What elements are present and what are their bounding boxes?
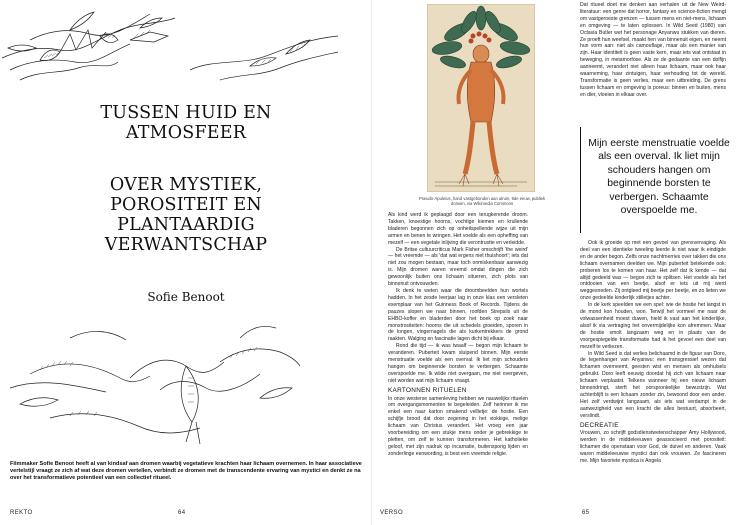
subtitle-line: OVER MYSTIEK, <box>109 175 263 195</box>
paragraph: Ik denk te weten waar die droombeelden hun wortels hadden. In het zesde leerjaar lag in onze klas een versleten exemplaar van het Guinness Book of Records. Tijdens de pauzes slopen we naar binnen, roofden Strepsils uit de EHBO-koffer en bladerden door het boek op zoek naar monstrositeiten: hoorns die uit schedels groeiden, sporen in de longen, vingernagels die als kurkentrekkers de grond raakten. Walging en fascinatie lagen dicht bij elkaar. <box>388 287 528 343</box>
paragraph: Vrouwen, zo schrijft godsdienstwetenschapper Amy Hollywood, werden in de middeleeuwen geassocieerd met porositeit: lichamen die openstaan voor God, de duivel en anderen. Vaak waren middeleeuwse mystici dan ook vrouwen. Ze fascineren me. Mijn favoriete mystica is Angela <box>580 430 726 465</box>
folio-label: VERSO <box>380 510 404 516</box>
paragraph: Ook ik groeide op met een gevoel van grensvervaging. Als deel van een identieke tweeling leerde ik niet waar ik eindigde en de ander begon. Zelfs onze nachtmerries over takken die ons lichaam overnamen deelden we. Mijn puberteit betekende ook: proberen los te komen van haar. Het zelf dat ik kende — dat altijd gedeeld was — begon zich te splitsen. Het voelde als het ontdooien van een beetje, alsof er iets uit mij werd weggesneden. Zij ontgleed mij beetje per beetje, en zo lieten we onze gedeelde kinderlijk stilletjes achter. <box>580 240 726 302</box>
subtitle-line: VERWANTSCHAP <box>104 235 268 255</box>
folio-label: REKTO <box>10 510 33 516</box>
paragraph: De Britse cultuurcriticus Mark Fisher omschrijft 'the weird' — het vreemde — als 'dat wat ergens niet thuishoort'; iets dat niet zou mogen bestaan, maar toch onmiskenbaar aanwezig is. Mijn dromen waren vreemd omdat dingen die zich gewoonlijk buiten ons lichaam situeren, zich plots van binnenuit ontvouwden. <box>388 246 528 288</box>
text-column-left <box>388 212 528 458</box>
section-heading: KARTONNEN RITUELEN <box>388 386 467 394</box>
subtitle-line: POROSITEIT EN <box>110 195 262 215</box>
title-line: TUSSEN HUID EN <box>100 103 272 123</box>
paragraph: Dat rituеel doet me denken aan verhalen uit de New Weird-literatuur: een genre dat horror, fantasy en science-fiction mengt om vastgeroeste grenzen — tussen mens en niet-mens, lichaam en omgeving — te laten oplossen. In Wild Seed (1980) van Octavia Butler wet het personage Anyanwu stukken van dieren. Ze proeft hun weefsel, maakt hen van binnenuit eigen, en neemt hun vorm aan: niet als camouflage, maar als een manier van zijn. Haar identiteit is geen vaste kern, maar iets wat ontstaat in beweging, in metamorfose. Als ze de gedaante van een dolfijn aanneemt, verandert niet alleen haar lichaam, maar ook haar waarneming, haar zintuigen, haar verhouding tot de wereld. Transformatie is geen verlies, maar een uitbreiding. De grens tussen lichaam en omgeving is poreus: binnen en buiten, mens en dier, vloeien in elkaar over. <box>580 2 726 98</box>
paragraph: In de kerk speelden we een spel: wie de hostie het langst in de mond kon houden, won. Terwijl het vormeel me naar de volwassenheid moest duwen, hield ik vast aan het kinderlijke, alsof ik via vertraging het onvermijdelijke kon afremmen. Maar de hostie smolt langzaam weg en in plaats van de voorgespiegelde transformatie had ik het gevoel een deel van mezelf te verliezen. <box>580 302 726 350</box>
section-heading: DECREATIE <box>580 421 619 429</box>
flying-birds-illustration <box>0 0 180 100</box>
paragraph: In Wild Seed is dat verlies belichaamd in de figuur van Doro, de tegenhanger van Anyanwu: een transgressief wezen dat lichamen overneemt, geesten wist en mensen als omhulsels gebruikt. Doro leeft eeuwig doordat hij zich van lichaam naar lichaam verplaatst. Telkens wanneer hij een nieuw lichaam binnendringt, sterft het oorspronkelijke bewustzijn. Wat achterblijft is een lichaam zonder zin, bewoond door een ander. Het zelf verdwijnt langzaam, als iets wat verdampt in de aanwezigheid van een kracht die alles bestuurt, absorbeert, verslindt. <box>580 350 726 419</box>
text-column-right-bottom <box>580 240 726 465</box>
article-title <box>0 103 372 255</box>
swallow-illustration-top-right <box>190 30 340 100</box>
page-number: 65 <box>582 510 590 516</box>
intro-paragraph: Filmmaker Sofie Benoot heeft al van kindsaf aan dromen waarbij vegetatieve krachten haar lichaam overnemen. In haar associatieve vertelstijl vraagt ze zich af wat deze dromen vertellen, verbindt ze dromen met de transcendente ervaring van mystici en denkt ze na over het transformatieve potentieel van een collectief ritueel. <box>10 461 362 482</box>
paragraph: Rond die tijd — ik was twaalf — begon mijn lichaam te veranderen. Puberteit kwam sluipend binnen. Mijn eerste menstruatie voelde als een overval. Ik liet mijn schouders hangen om beginnende borsten te verbergen. Schaamte overspoelde me. Ik wilde niet overgaan, me niet overgeven, niet worden wat mijn lichaam vraagt. <box>388 343 528 384</box>
title-line: ATMOSFEER <box>125 123 247 143</box>
author-name: Sofie Benoot <box>147 290 225 304</box>
subtitle-line: PLANTAARDIG <box>117 215 255 235</box>
right-page <box>372 0 744 525</box>
pullquote-rule <box>580 127 581 233</box>
pullquote: Mijn eerste menstruatie voelde als een overval. Ik liet mijn schouders hangen om beginnende borsten te verbergen. Schaamte overspoelde me. <box>588 138 730 217</box>
mandrake-manuscript-illustration <box>427 4 535 192</box>
paragraph: In onze westerse samenleving hebben we nauwelijks rituelen om overgangsmomenten te begeleiden. Zelf herinner ik me enkel een naar karton smakend vellletje: de hostie. Een schijfje brood dat door zegening in het viokkige, melige lichaam van Christus verandert. Het vroeg een jaar voorbereiding om een stukje mens onder je gebrekkige te pletten, om zelf te kunnen transformeren. Het katholieke geloof, met zijn nadruk op incarnatie, buitensporig lijden en zonderlinge eenwording, is best een vreemde religie. <box>388 395 528 457</box>
text-column-right-top <box>580 2 726 99</box>
swallows-illustration-bottom <box>10 318 300 456</box>
paragraph: Als kind werd ik geplaagd door een terugkerende droom. Takken, knoestige hoorns, vochtige kiemen en krullende bladeren begonnen zich op onheilspellende wijze uit mijn armen en benen te wringen. Het voelde als een opheffing van mezelf — een vegetale inlijving die verontrustte en verleidde. <box>388 212 528 246</box>
figure-caption: Pseudo-Apuleius, hand vastgebonden aan alruin, 9de eeuw, publiek domein, via Wikimedia Commons <box>418 196 546 207</box>
page-number: 64 <box>178 510 186 516</box>
